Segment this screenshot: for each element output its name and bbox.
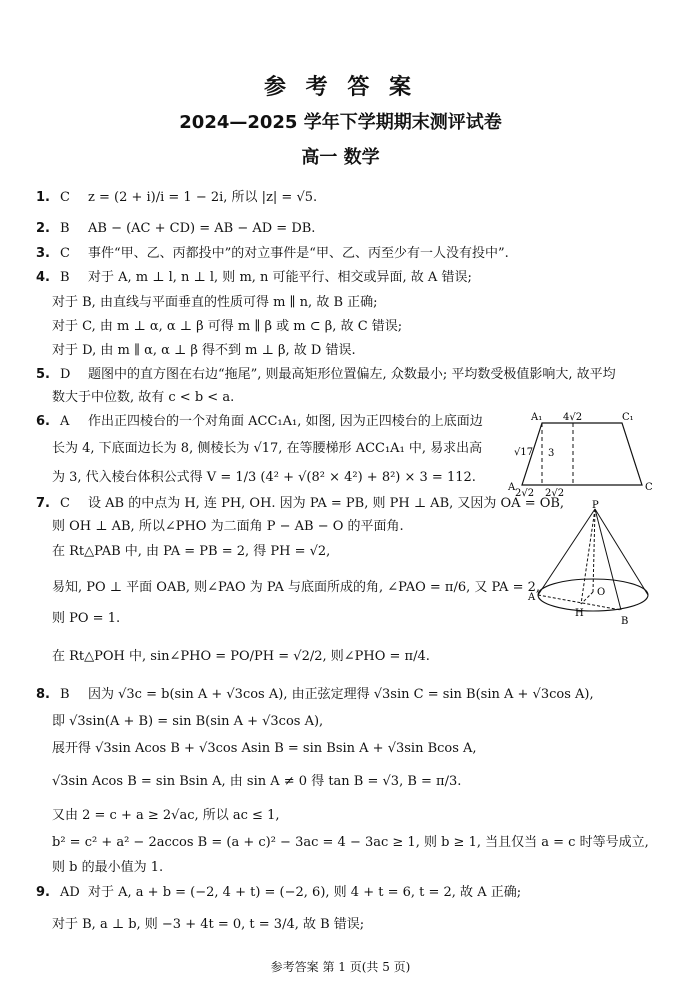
answer-line: b² = c² + a² − 2accos B = (a + c)² − 3ac = 4 − 3ac ≥ 1, 则 b ≥ 1, 当且仅当 a = c 时等号成立, xyxy=(52,835,649,850)
question-number: 7. xyxy=(36,496,50,511)
question-number: 8. xyxy=(36,687,50,702)
answer-text: 对于 A, a + b = (−2, 4 + t) = (−2, 6), 则 4 + t = 6, t = 2, 故 A 正确; xyxy=(88,885,522,900)
page-footer: 参考答案 第 1 页(共 5 页) xyxy=(270,960,411,974)
answer-choice: A xyxy=(60,414,70,429)
answer-row-5 xyxy=(36,366,616,384)
answer-text: AB − (AC + CD) = AB − AD = DB. xyxy=(88,221,316,236)
answer-line: 则 PO = 1. xyxy=(52,611,121,626)
answer-choice: C xyxy=(60,246,70,261)
answer-row-1 xyxy=(36,189,317,207)
answer-line: √3sin Acos B = sin Bsin A, 由 sin A ≠ 0 得 tan B = √3, B = π/3. xyxy=(52,774,462,789)
answer-text: 题图中的直方图在右边“拖尾”, 则最高矩形位置偏左, 众数最小; 平均数受极值影响大, 故平均 xyxy=(88,367,616,382)
answer-text: 对于 A, m ⊥ l, n ⊥ l, 则 m, n 可能平行、相交或异面, 故 A 错误; xyxy=(88,270,472,285)
answer-line: 为 3, 代入棱台体积公式得 V = 1/3 (4² + √(8² × 4²) + 8²) × 3 = 112. xyxy=(52,470,476,485)
answer-row-9 xyxy=(36,884,521,902)
question-number: 2. xyxy=(36,221,50,236)
answer-row-7 xyxy=(36,495,564,513)
answer-row-3 xyxy=(36,245,509,263)
answer-line: 则 OH ⊥ AB, 所以∠PHO 为二面角 P − AB − O 的平面角. xyxy=(52,519,404,534)
answer-line: 在 Rt△PAB 中, 由 PA = PB = 2, 得 PH = √2, xyxy=(52,544,331,559)
label-height: 3 xyxy=(548,448,555,459)
trapezoid-figure xyxy=(505,408,655,498)
question-number: 6. xyxy=(36,414,50,429)
answer-text: 因为 √3c = b(sin A + √3cos A), 由正弦定理得 √3sin C = sin B(sin A + √3cos A), xyxy=(88,687,594,702)
question-number: 4. xyxy=(36,270,50,285)
question-number: 3. xyxy=(36,246,50,261)
answer-line: 对于 D, 由 m ∥ α, α ⊥ β 得不到 m ⊥ β, 故 D 错误. xyxy=(52,343,356,358)
label-p: P xyxy=(592,500,599,511)
page-title: 参 考 答 案 xyxy=(264,75,417,100)
answer-line: 即 √3sin(A + B) = sin B(sin A + √3cos A), xyxy=(52,714,324,729)
cone-figure xyxy=(525,500,653,630)
answer-line: 在 Rt△POH 中, sin∠PHO = PO/PH = √2/2, 则∠PHO = π/4. xyxy=(52,649,430,664)
answer-line: 对于 C, 由 m ⊥ α, α ⊥ β 可得 m ∥ β 或 m ⊂ β, 故 C 错误; xyxy=(52,319,403,334)
answer-row-8 xyxy=(36,686,594,704)
answer-choice: C xyxy=(60,190,70,205)
question-number: 1. xyxy=(36,190,50,205)
label-a1: A₁ xyxy=(531,412,543,423)
answer-choice: C xyxy=(60,496,70,511)
label-bottom-1: 2√2 xyxy=(515,488,535,498)
label-o: O xyxy=(597,587,606,598)
answer-row-4 xyxy=(36,269,472,287)
answer-line: 对于 B, a ⊥ b, 则 −3 + 4t = 0, t = 3/4, 故 B 错误; xyxy=(52,917,365,932)
label-side: √17 xyxy=(514,447,534,458)
label-a: A xyxy=(508,482,516,493)
answer-choice: D xyxy=(60,367,71,382)
answer-text: z = (2 + i)/i = 1 − 2i, 所以 |z| = √5. xyxy=(88,190,318,205)
question-number: 9. xyxy=(36,885,50,900)
answer-line: 展开得 √3sin Acos B + √3cos Asin B = sin Bsin A + √3sin Bcos A, xyxy=(52,741,477,756)
answer-text: 设 AB 的中点为 H, 连 PH, OH. 因为 PA = PB, 则 PH ⊥ AB, 又因为 OA = OB, xyxy=(88,496,565,511)
answer-text: 事件“甲、乙、丙都投中”的对立事件是“甲、乙、丙至少有一人没有投中”. xyxy=(88,246,509,261)
label-bottom-2: 2√2 xyxy=(545,488,565,498)
answer-choice: B xyxy=(60,270,70,285)
label-c: C xyxy=(645,482,653,493)
answer-line: 又由 2 = c + a ≥ 2√ac, 所以 ac ≤ 1, xyxy=(52,808,280,823)
course-title: 高一 数学 xyxy=(301,147,380,168)
label-a: A xyxy=(528,592,536,603)
label-c1: C₁ xyxy=(622,412,634,423)
answer-choice: B xyxy=(60,221,70,236)
answer-line: 数大于中位数, 故有 c < b < a. xyxy=(52,390,235,405)
answer-line: 对于 B, 由直线与平面垂直的性质可得 m ∥ n, 故 B 正确; xyxy=(52,295,378,310)
answer-line: 长为 4, 下底面边长为 8, 侧棱长为 √17, 在等腰梯形 ACC₁A₁ 中, 易求出高 xyxy=(52,441,483,456)
answer-row-2 xyxy=(36,220,315,238)
question-number: 5. xyxy=(36,367,50,382)
exam-subtitle: 2024—2025 学年下学期期末测评试卷 xyxy=(179,112,502,133)
answer-row-6 xyxy=(36,413,483,431)
answer-line: 易知, PO ⊥ 平面 OAB, 则∠PAO 为 PA 与底面所成的角, ∠PAO = π/6, 又 PA = 2, xyxy=(52,580,540,595)
answer-choice: AD xyxy=(60,885,80,900)
answer-choice: B xyxy=(60,687,70,702)
label-top: 4√2 xyxy=(563,412,583,423)
label-b: B xyxy=(621,616,629,627)
label-h: H xyxy=(575,608,584,619)
answer-line: 则 b 的最小值为 1. xyxy=(52,860,164,875)
answer-text: 作出正四棱台的一个对角面 ACC₁A₁, 如图, 因为正四棱台的上底面边 xyxy=(88,414,483,429)
